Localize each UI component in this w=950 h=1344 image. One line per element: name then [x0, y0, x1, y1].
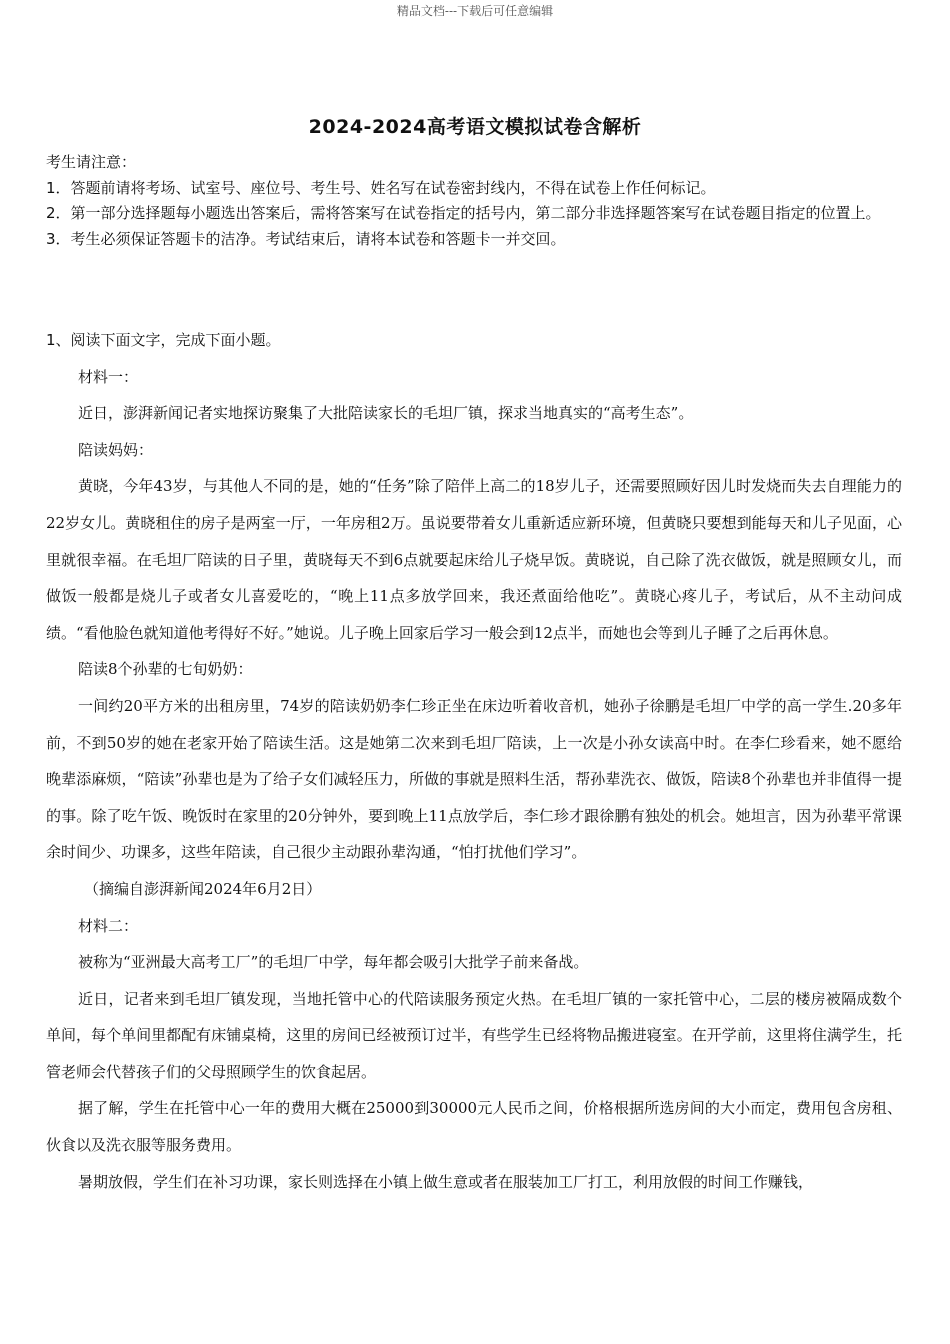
subheading: 陪读8个孙辈的七旬奶奶：	[78, 660, 253, 679]
material-label: 材料一：	[78, 367, 139, 386]
notice-item: 1．答题前请将考场、试室号、座位号、考生号、姓名写在试卷密封线内，不得在试卷上作任何标记。	[46, 178, 716, 197]
paragraph: 近日，记者来到毛坦厂镇发现，当地托管中心的代陪读服务预定火热。在毛坦厂镇的一家托管中心，二层的楼房被隔成数个单间，每个单间里都配有床铺桌椅，这里的房间已经被预订过半，有些学生已经将物品搬进寝室。在开学前，这里将住满学生，托管老师会代替孩子们的父母照顾学生的饮食起居。	[46, 989, 902, 1081]
notice-section	[46, 150, 906, 252]
question-body	[46, 322, 902, 1200]
question-heading: 1、阅读下面文字，完成下面小题。	[46, 331, 281, 349]
paragraph: 据了解，学生在托管中心一年的费用大概在25000到30000元人民币之间，价格根据所选房间的大小而定，费用包含房租、伙食以及洗衣服等服务费用。	[46, 1099, 902, 1155]
page-title: 2024-2024高考语文模拟试卷含解析	[308, 116, 642, 138]
paragraph: 被称为“亚洲最大高考工厂”的毛坦厂中学，每年都会吸引大批学子前来备战。	[78, 953, 589, 972]
page-header: 精品文档---下载后可任意编辑	[396, 4, 554, 18]
material-label: 材料二：	[78, 916, 139, 935]
notice-heading: 考生请注意：	[46, 153, 137, 171]
paragraph: 暑期放假，学生们在补习功课，家长则选择在小镇上做生意或者在服装加工厂打工，利用放假的时间工作赚钱，	[78, 1172, 814, 1191]
source-note: （摘编自澎湃新闻2024年6月2日）	[84, 879, 322, 898]
notice-item: 2．第一部分选择题每小题选出答案后，需将答案写在试卷指定的括号内，第二部分非选择题答案写在试卷题目指定的位置上。	[46, 204, 881, 222]
paragraph: 黄晓，今年43岁，与其他人不同的是，她的“任务”除了陪伴上高二的18岁儿子，还需要照顾好因儿时发烧而失去自理能力的22岁女儿。黄晓租住的房子是两室一厅，一年房租2万。虽说要带着女儿重新适应新环境，但黄晓只要想到能每天和儿子见面，心里就很幸福。在毛坦厂陪读的日子里，黄晓每天不到6点就要起床给儿子烧早饭。黄晓说，自己除了洗衣做饭，就是照顾女儿，而做饭一般都是烧儿子或者女儿喜爱吃的，“晚上11点多放学回来，我还煮面给他吃”。黄晓心疼儿子，考试后，从不主动问成绩。“看他脸色就知道他考得好不好。”她说。儿子晚上回家后学习一般会到12点半，而她也会等到儿子睡了之后再休息。	[46, 477, 902, 642]
paragraph: 近日，澎湃新闻记者实地探访聚集了大批陪读家长的毛坦厂镇，探求当地真实的“高考生态”。	[78, 404, 694, 423]
subheading: 陪读妈妈：	[78, 440, 154, 459]
paragraph: 一间约20平方米的出租房里，74岁的陪读奶奶李仁珍正坐在床边听着收音机，她孙子徐鹏是毛坦厂中学的高一学生.20多年前，不到50岁的她在老家开始了陪读生活。这是她第二次来到毛坦厂陪读，上一次是小孙女读高中时。在李仁珍看来，她不愿给晚辈添麻烦，“陪读”孙辈也是为了给子女们减轻压力，所做的事就是照料生活，帮孙辈洗衣、做饭，陪读8个孙辈也并非值得一提的事。除了吃午饭、晚饭时在家里的20分钟外，要到晚上11点放学后，李仁珍才跟徐鹏有独处的机会。她坦言，因为孙辈平常课余时间少、功课多，这些年陪读，自己很少主动跟孙辈沟通，“怕打扰他们学习”。	[46, 696, 902, 862]
notice-item: 3．考生必须保证答题卡的洁净。考试结束后，请将本试卷和答题卡一并交回。	[46, 229, 566, 248]
